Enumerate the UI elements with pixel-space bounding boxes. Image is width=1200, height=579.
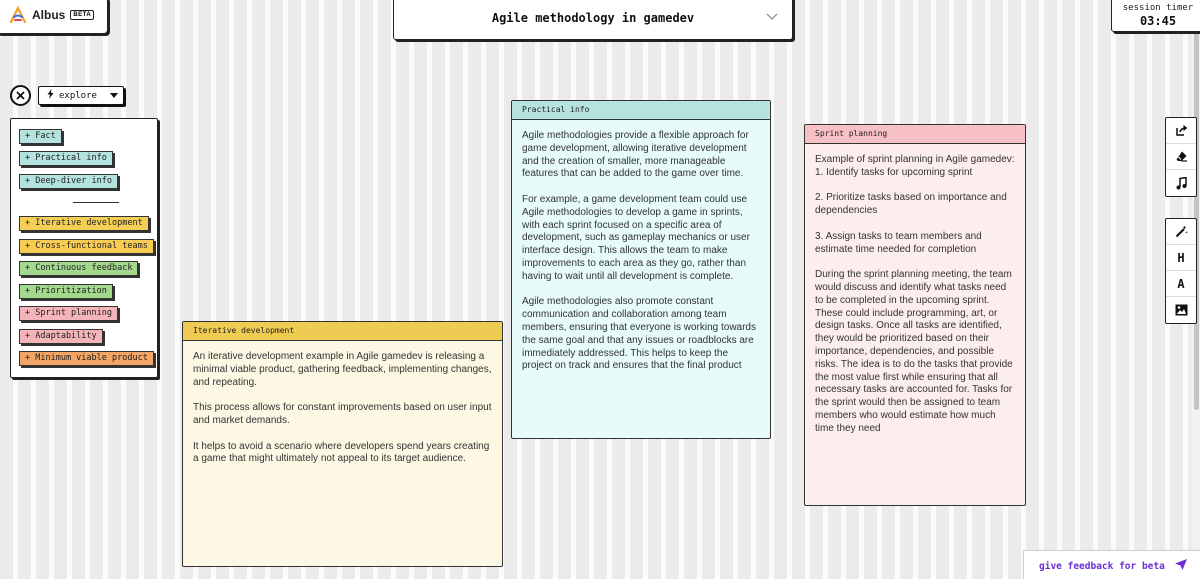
music-button[interactable] xyxy=(1166,170,1196,196)
card-body: An iterative development example in Agile gamedev is releasing a minimal viable product, gathering feedback, implementing changes, and repeating. This process allows for constant improvements based on user input and market demands. It helps to avoid a scenario where developers spend years creating a game that might ultimately not appeal to its target audience. xyxy=(193,351,492,465)
right-toolbar-bottom xyxy=(1165,218,1197,324)
eraser-icon xyxy=(1175,150,1188,163)
chip-cross-functional-teams[interactable]: + Cross-functional teams xyxy=(19,239,154,254)
text-button[interactable]: A xyxy=(1166,271,1196,297)
card-header: Practical info xyxy=(512,101,770,120)
chip-prioritization[interactable]: + Prioritization xyxy=(19,284,113,299)
timer-label: session timer xyxy=(1122,3,1194,13)
caret-down-icon xyxy=(110,91,118,101)
albus-logo-icon xyxy=(9,6,27,24)
explore-button[interactable] xyxy=(38,86,124,105)
explore-label: explore xyxy=(59,90,97,101)
magic-wand-button[interactable] xyxy=(1166,219,1196,245)
share-button[interactable] xyxy=(1166,118,1196,144)
chip-adaptability[interactable]: + Adaptability xyxy=(19,329,103,344)
chip-minimum-viable-product[interactable]: + Minimum viable product xyxy=(19,351,154,366)
chip-fact[interactable]: + Fact xyxy=(19,129,62,144)
eraser-button[interactable] xyxy=(1166,144,1196,170)
feedback-label: give feedback for beta xyxy=(1039,560,1165,572)
card-practical-info[interactable] xyxy=(511,100,771,439)
heading-button[interactable]: H xyxy=(1166,245,1196,271)
magic-wand-icon xyxy=(1175,225,1188,238)
card-header: Sprint planning xyxy=(805,125,1025,144)
topic-title-selector[interactable] xyxy=(393,0,793,40)
close-button[interactable] xyxy=(10,85,31,106)
app-logo[interactable] xyxy=(0,0,108,34)
chip-continuous-feedback[interactable]: + Continuous feedback xyxy=(19,261,138,276)
card-sprint-planning[interactable] xyxy=(804,124,1026,506)
chip-deep-diver-info[interactable]: + Deep-diver info xyxy=(19,174,118,189)
image-button[interactable] xyxy=(1166,297,1196,323)
chip-practical-info[interactable]: + Practical info xyxy=(19,151,113,166)
image-icon xyxy=(1175,304,1188,316)
timer-value: 03:45 xyxy=(1139,14,1177,28)
right-toolbar-top xyxy=(1165,117,1197,197)
chip-sprint-planning[interactable]: + Sprint planning xyxy=(19,306,118,321)
card-iterative-development[interactable] xyxy=(182,321,503,567)
card-header: Iterative development xyxy=(183,322,502,341)
explore-panel xyxy=(10,118,158,378)
share-icon xyxy=(1175,124,1188,137)
app-name: Albus xyxy=(32,8,66,22)
beta-badge: BETA xyxy=(70,10,94,20)
lightning-icon xyxy=(47,89,54,102)
sidebar-divider xyxy=(73,202,119,203)
session-timer xyxy=(1111,0,1200,32)
feedback-button[interactable] xyxy=(1023,550,1200,579)
chip-iterative-development[interactable]: + Iterative development xyxy=(19,216,149,231)
send-icon xyxy=(1175,559,1187,573)
scrollbar-thumb[interactable] xyxy=(1194,2,1199,410)
card-body: Example of sprint planning in Agile gamedev: 1. Identify tasks for upcoming sprint 2. Prioritize tasks based on importance and dependencies 3. Assign tasks to team members and estimate time needed for completion During the sprint planning meeting, the team would discuss and identify what tasks need to be completed in the upcoming sprint. These could include programming, art, or design tasks. Once all tasks are identified, they would be prioritized based on their importance, dependencies, and possible risks. The idea is to do the tasks that provide the most value first while ensuring that all necessary tasks are accounted for. Tasks for the sprint would then be assigned to team members who would estimate how much time they need xyxy=(815,154,1015,434)
close-icon xyxy=(16,91,25,100)
page-title: Agile methodology in gamedev xyxy=(491,11,695,25)
music-note-icon xyxy=(1176,177,1187,190)
chevron-down-icon[interactable] xyxy=(766,12,778,24)
card-body: Agile methodologies provide a flexible approach for game development, allowing iterative development and the creation of smaller, more manageable features that can be added to the game over time. For example, a game development team could use Agile methodologies to develop a game in sprints, with each sprint focused on a specific area of development, such as gameplay mechanics or user interface design. This allows the team to make improvements to each area as they go, rather than having to wait until all development is complete. Agile methodologies also promote constant communication and collaboration among team members, ensuring that everyone is working towards the same goal and that any issues or roadblocks are immediately addressed. This helps to keep the project on track and ensures that the final product xyxy=(522,130,756,372)
